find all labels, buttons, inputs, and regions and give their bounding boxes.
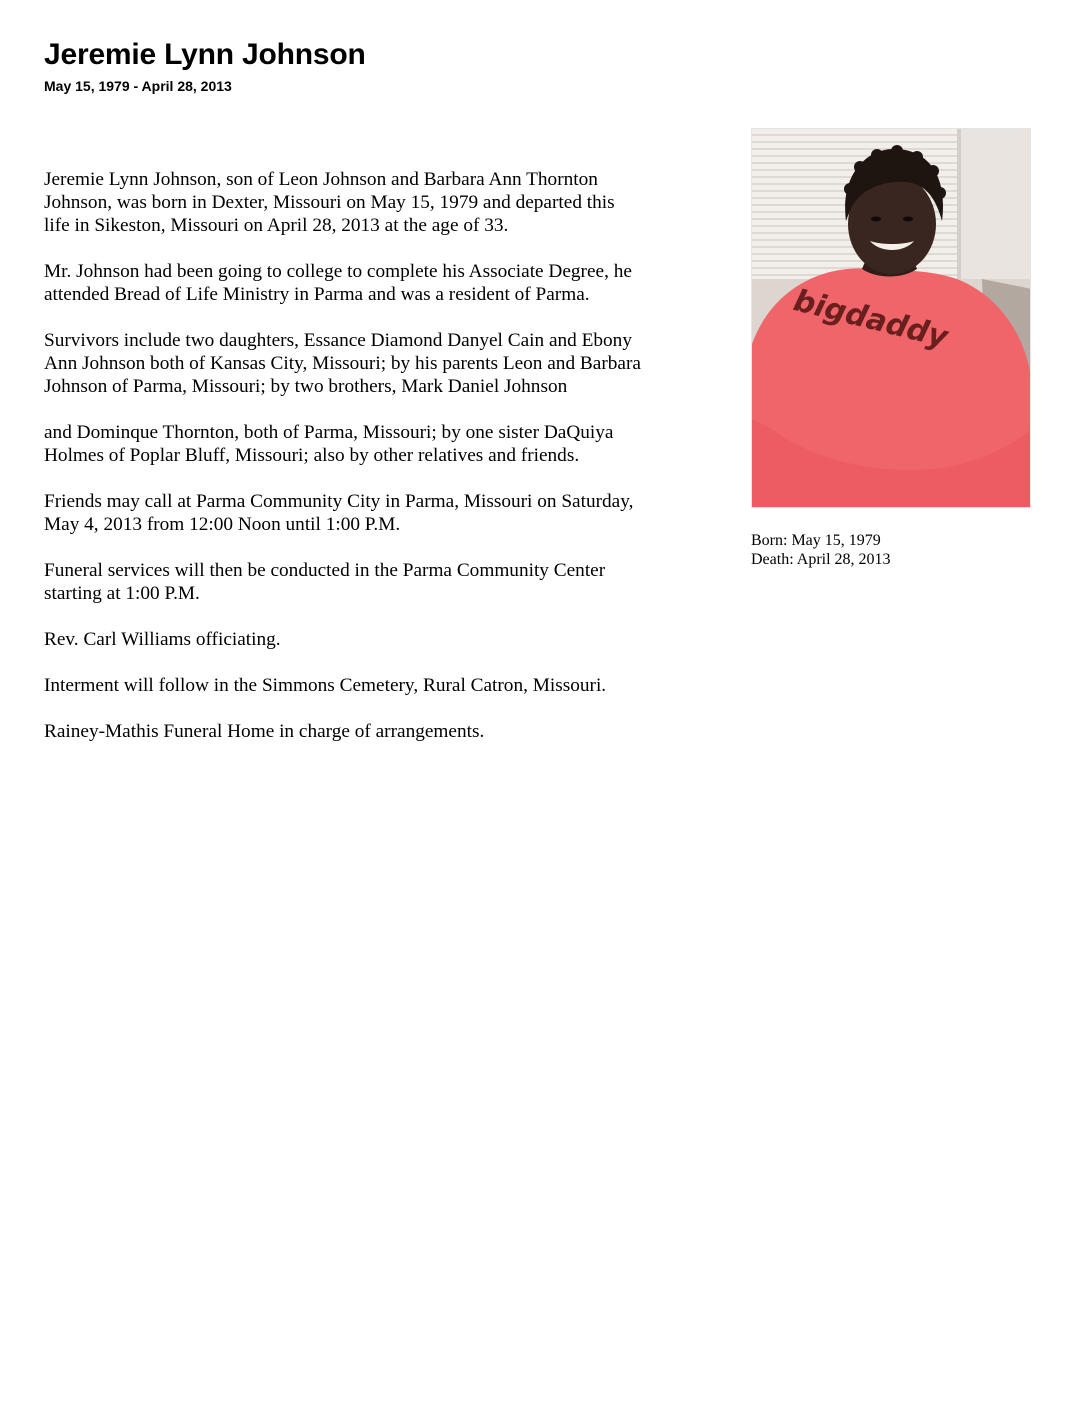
svg-text:bigdaddy: bigdaddy xyxy=(790,283,952,356)
paragraph-education: Mr. Johnson had been going to college to complete his Associate Degree, he attended Bread of Life Ministry in Parma and was a resident of Parma. xyxy=(44,261,632,305)
page-title: Jeremie Lynn Johnson xyxy=(44,38,366,71)
portrait-photo xyxy=(751,128,1031,508)
life-dates: May 15, 1979 - April 28, 2013 xyxy=(44,78,232,94)
born-date: Born: May 15, 1979 xyxy=(751,532,881,549)
obituary-text xyxy=(44,168,724,766)
death-date: Death: April 28, 2013 xyxy=(751,551,891,568)
paragraph-arrangements: Rainey-Mathis Funeral Home in charge of arrangements. xyxy=(44,721,485,742)
paragraph-funeral: Funeral services will then be conducted in the Parma Community Center starting at 1:00 P.M. xyxy=(44,560,606,604)
paragraph-birth: Jeremie Lynn Johnson, son of Leon Johnson and Barbara Ann Thornton Johnson, was born in Dexter, Missouri on May 15, 1979 and departed this life in Sikeston, Missouri on April 28, 2013 at the age of 33. xyxy=(44,169,615,236)
portrait-illustration xyxy=(752,129,1031,508)
paragraph-visitation: Friends may call at Parma Community City in Parma, Missouri on Saturday, May 4, 2013 from 12:00 Noon until 1:00 P.M. xyxy=(44,491,634,535)
paragraph-interment: Interment will follow in the Simmons Cemetery, Rural Catron, Missouri. xyxy=(44,675,607,696)
paragraph-officiant: Rev. Carl Williams officiating. xyxy=(44,629,281,650)
paragraph-survivors: Survivors include two daughters, Essance Diamond Danyel Cain and Ebony Ann Johnson both of Kansas City, Missouri; by his parents Leon and Barbara Johnson of Parma, Missouri; by two brothers, Mark Daniel Johnson xyxy=(44,330,641,397)
paragraph-survivors-continued: and Dominque Thornton, both of Parma, Missouri; by one sister DaQuiya Holmes of Poplar Bluff, Missouri; also by other relatives and friends. xyxy=(44,422,614,466)
photo-caption xyxy=(751,531,891,569)
